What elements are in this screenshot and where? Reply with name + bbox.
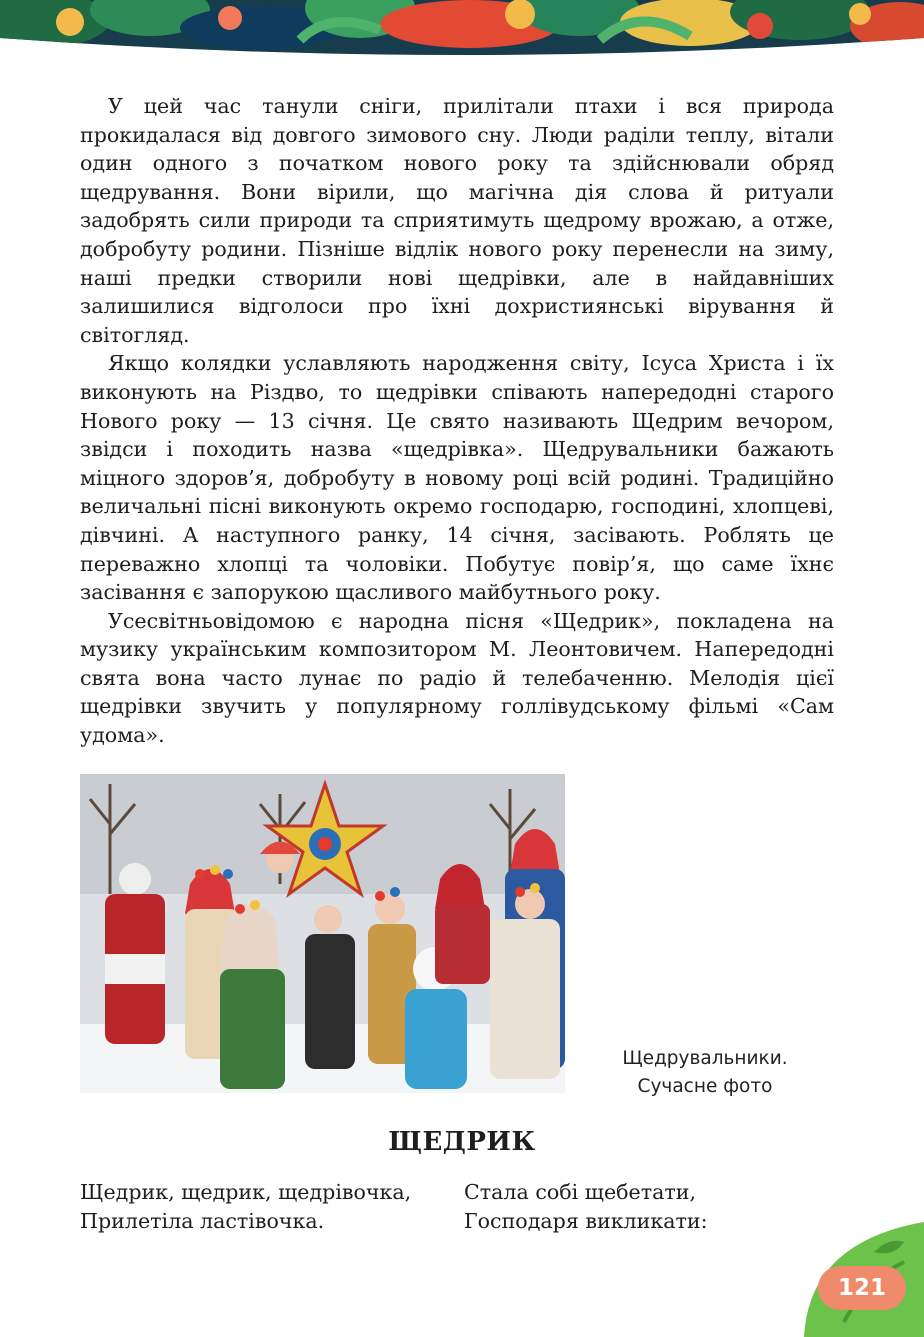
caption-line: Сучасне фото [637, 1076, 773, 1097]
poem-column-left [80, 1178, 411, 1235]
poem-column-right [464, 1178, 708, 1235]
paragraph: Якщо колядки уславляють народження світу, Ісуса Христа і їх виконують на Різдво, то щедрівки співають напередодні старого Нового року — 13 січня. Це свято називають Щедрим вечором, звідси і походить назва «щедрівка». Щедрувальники бажають міцного здоров’я, добробуту в новому році всій родині. Традиційно величальні пісні виконують окремо господарю, господині, хлопцеві, дівчині. А наступного ранку, 14 січня, засівають. Роблять це переважно хлопці та чоловіки. Побутує повір’я, що саме їхнє засівання є запорукою щасливого майбутнього року. [80, 351, 834, 605]
caption-line: Щедрувальники. [622, 1048, 788, 1069]
poem-line: Прилетіла ластівочка. [80, 1208, 325, 1233]
article-text [80, 92, 834, 750]
paragraph: Усесвітньовідомою є народна пісня «Щедрик», покладена на музику українським композитором М. Леонтовичем. Напередодні свята вона часто лунає по радіо й телебаченню. Мелодія цієї щедрівки звучить у популярному голлівудському фільмі «Сам удома». [80, 608, 834, 748]
page-number-badge: 121 [818, 1266, 906, 1310]
photo-caption [600, 1045, 810, 1101]
poem-line: Щедрик, щедрик, щедрівочка, [80, 1180, 412, 1204]
poem-line: Господаря викликати: [464, 1208, 708, 1233]
carolers-photo [80, 774, 565, 1093]
floral-banner [0, 0, 924, 62]
paragraph: У цей час танули сніги, прилітали птахи і вся природа прокидалася від довгого зимового сну. Люди раділи теплу, вітали один одного з початком нового року та здійснювали обряд щедрування. Вони вірили, що магічна дія слова й ритуали задобрять сили природи та сприятимуть щедрому врожаю, а отже, добробуту родини. Пізніше відлік нового року перенесли на зиму, наші предки створили нові щедрівки, але в найдавніших залишилися відголоси про їхні дохристиянські вірування й світогляд. [80, 94, 834, 347]
poem-line: Стала собі щебетати, [464, 1180, 697, 1204]
poem-title: ЩЕДРИК [388, 1127, 536, 1157]
